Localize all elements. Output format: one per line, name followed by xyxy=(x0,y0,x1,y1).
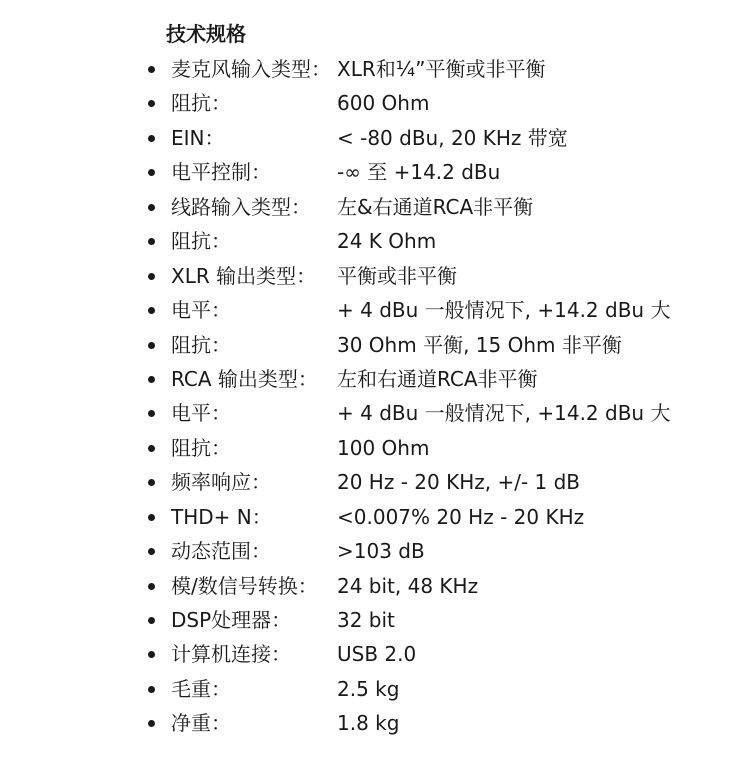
bullet-icon xyxy=(148,307,155,314)
spec-label: THD+ N： xyxy=(171,504,272,529)
spec-label: 动态范围： xyxy=(171,539,271,564)
spec-row xyxy=(0,396,750,430)
spec-value: 24 K Ohm xyxy=(337,229,437,254)
spec-value: 左和右通道RCA非平衡 xyxy=(337,366,538,391)
bullet-icon xyxy=(148,410,155,417)
spec-list xyxy=(0,52,750,741)
spec-value: 1.8 kg xyxy=(337,711,400,736)
spec-row xyxy=(0,155,750,189)
bullet-icon xyxy=(148,548,155,555)
bullet-icon xyxy=(148,169,155,176)
spec-value: + 4 dBu 一般情况下, +14.2 dBu 大 xyxy=(337,298,671,323)
bullet-icon xyxy=(148,135,155,142)
spec-value: XLR和¼”平衡或非平衡 xyxy=(337,57,546,81)
spec-row xyxy=(0,224,750,258)
spec-row xyxy=(0,637,750,671)
bullet-icon xyxy=(148,204,155,211)
spec-row xyxy=(0,293,750,327)
spec-row xyxy=(0,500,750,534)
spec-row xyxy=(0,190,750,224)
spec-label: 阻抗： xyxy=(171,332,231,357)
spec-value: <0.007% 20 Hz - 20 KHz xyxy=(337,504,585,529)
spec-label: 毛重： xyxy=(171,676,231,701)
spec-value: 24 bit, 48 KHz xyxy=(337,573,479,598)
spec-row xyxy=(0,328,750,362)
bullet-icon xyxy=(148,445,155,452)
bullet-icon xyxy=(148,651,155,658)
spec-label: 电平： xyxy=(171,401,231,426)
bullet-icon xyxy=(148,100,155,107)
spec-row xyxy=(0,86,750,120)
spec-value: 平衡或非平衡 xyxy=(337,263,457,288)
spec-row xyxy=(0,534,750,568)
bullet-icon xyxy=(148,479,155,486)
spec-row xyxy=(0,706,750,740)
spec-row xyxy=(0,431,750,465)
bullet-icon xyxy=(148,686,155,693)
spec-value: 100 Ohm xyxy=(337,435,430,460)
spec-value: 30 Ohm 平衡, 15 Ohm 非平衡 xyxy=(337,332,622,357)
spec-value: 600 Ohm xyxy=(337,91,430,116)
page-title: 技术规格 xyxy=(166,22,246,46)
spec-label: RCA 输出类型： xyxy=(171,366,318,391)
spec-row xyxy=(0,603,750,637)
bullet-icon xyxy=(148,720,155,727)
spec-row xyxy=(0,52,750,86)
spec-label: 麦克风输入类型： xyxy=(171,57,331,81)
bullet-icon xyxy=(148,238,155,245)
spec-label: 模/数信号转换： xyxy=(171,573,318,598)
spec-label: 线路输入类型： xyxy=(171,194,311,219)
spec-row xyxy=(0,569,750,603)
spec-label: 阻抗： xyxy=(171,91,231,116)
spec-row xyxy=(0,259,750,293)
bullet-icon xyxy=(148,514,155,521)
spec-value: + 4 dBu 一般情况下, +14.2 dBu 大 xyxy=(337,401,671,426)
spec-value: 32 bit xyxy=(337,608,395,632)
spec-row xyxy=(0,121,750,155)
spec-value: USB 2.0 xyxy=(337,642,417,667)
spec-value: 20 Hz - 20 KHz, +/- 1 dB xyxy=(337,470,581,495)
spec-row xyxy=(0,465,750,499)
spec-label: 电平控制： xyxy=(171,160,271,185)
bullet-icon xyxy=(148,273,155,280)
spec-label: 阻抗： xyxy=(171,229,231,254)
bullet-icon xyxy=(148,617,155,624)
spec-label: DSP处理器： xyxy=(171,608,292,632)
spec-label: XLR 输出类型： xyxy=(171,263,317,288)
spec-value: < -80 dBu, 20 KHz 带宽 xyxy=(337,125,568,150)
spec-label: EIN： xyxy=(171,125,225,150)
spec-label: 电平： xyxy=(171,298,231,323)
spec-value: 2.5 kg xyxy=(337,676,400,701)
bullet-icon xyxy=(148,66,155,73)
spec-value: 左&右通道RCA非平衡 xyxy=(337,194,534,219)
spec-label: 阻抗： xyxy=(171,435,231,460)
spec-label: 净重： xyxy=(171,711,231,736)
spec-value: >103 dB xyxy=(337,539,425,564)
spec-label: 频率响应： xyxy=(171,470,271,495)
bullet-icon xyxy=(148,376,155,383)
spec-value: -∞ 至 +14.2 dBu xyxy=(337,160,501,185)
bullet-icon xyxy=(148,583,155,590)
spec-label: 计算机连接： xyxy=(171,642,291,667)
bullet-icon xyxy=(148,342,155,349)
spec-row xyxy=(0,672,750,706)
spec-row xyxy=(0,362,750,396)
